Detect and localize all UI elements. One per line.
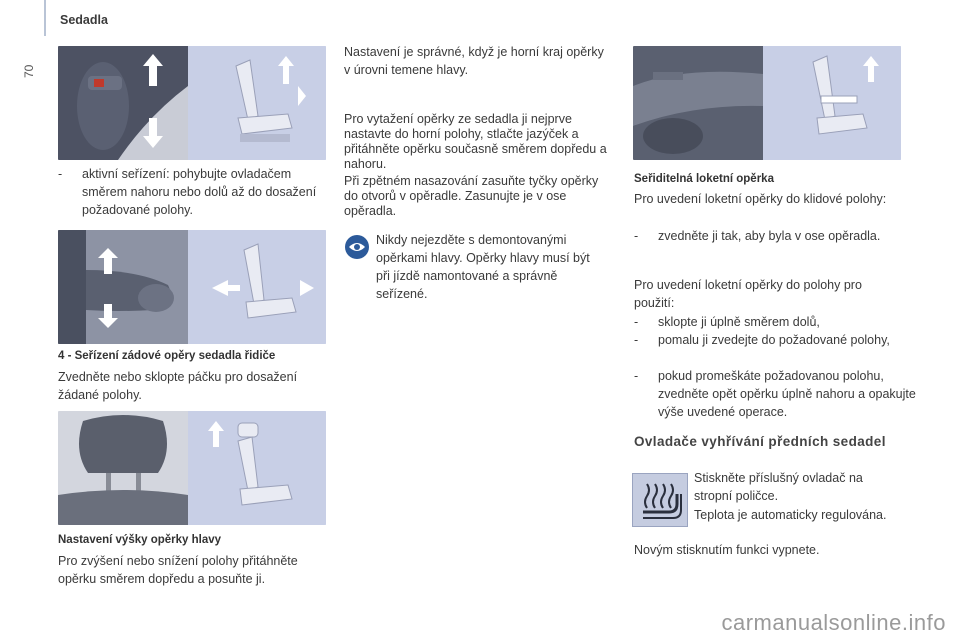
backrest-heading: 4 - Seřízení zádové opěry sedadla řidiče <box>58 350 276 362</box>
bullet-active-adjustment: - aktivní seřízení: pohybujte ovladačem směrem nahoru nebo dolů až do dosažení požadované polohy. <box>58 167 317 217</box>
headrest-warning-text: Nikdy nejezděte s demontovanými opěrkami hlavy. Opěrky hlavy musí být při jízdě namontované a správně seřízené. <box>376 233 590 301</box>
figure-headrest <box>58 411 326 525</box>
figure-backrest-lever <box>58 230 326 344</box>
headrest-photo <box>58 411 188 525</box>
armrest-use-bullet-1: - sklopte ji úplně směrem dolů, <box>634 315 820 329</box>
armrest-use-bullet-2: - pomalu ji zvedejte do požadované polohy, <box>634 333 890 347</box>
armrest-use-bullet-3: - pokud promeškáte požadovanou polohu, zvedněte opět opěrku úplně nahoru a opakujte výše uvedené operace. <box>634 369 916 419</box>
seat-heating-text-1: Stiskněte příslušný ovladač na stropní poličce. <box>694 471 863 503</box>
seat-heating-icon <box>632 473 688 527</box>
seat-heating-heading: Ovladače vyhřívání předních sedadel <box>634 434 886 449</box>
headrest-correct-position-text: Nastavení je správné, když je horní kraj opěrky v úrovni temene hlavy. <box>344 45 604 77</box>
eye-warning-icon <box>345 235 369 259</box>
seat-diagram <box>188 46 326 160</box>
headrest-heading: Nastavení výšky opěrky hlavy <box>58 534 222 546</box>
figure-armrest <box>633 46 901 160</box>
headrest-removal-text: Pro vytažení opěrky ze sedadla ji nejprve nastavte do horní polohy, stlačte jazýček a přitáhněte opěrku současně směrem dopředu a nahoru. <box>344 112 607 171</box>
armrest-diagram <box>763 46 901 160</box>
backrest-diagram <box>188 230 326 344</box>
section-title: Sedadla <box>60 13 108 27</box>
seat-heating-text-2: Teplota je automaticky regulována. <box>694 508 887 522</box>
headrest-text: Pro zvýšení nebo snížení polohy přitáhněte opěrku směrem dopředu a posuňte ji. <box>58 554 298 586</box>
page-number: 70 <box>22 64 36 78</box>
headrest-refit-text: Při zpětném nasazování zasuňte tyčky opěrky do otvorů v opěradle. Zasunujte je v ose opěradla. <box>344 174 599 218</box>
seat-heating-text-3: Novým stisknutím funkci vypnete. <box>634 543 820 557</box>
armrest-photo <box>633 46 763 160</box>
armrest-use-intro: Pro uvedení loketní opěrky do polohy pro použití: <box>634 278 862 310</box>
watermark: carmanualsonline.info <box>721 610 946 635</box>
backrest-text: Zvedněte nebo sklopte páčku pro dosažení žádané polohy. <box>58 370 298 402</box>
seat-control-photo <box>58 46 188 160</box>
headrest-diagram <box>188 411 326 525</box>
section-sidebar-marker <box>44 0 46 36</box>
armrest-rest-bullet: - zvedněte ji tak, aby byla v ose opěradla. <box>634 229 881 243</box>
armrest-rest-intro: Pro uvedení loketní opěrky do klidové polohy: <box>634 192 887 206</box>
backrest-lever-photo <box>58 230 188 344</box>
armrest-heading: Seřiditelná loketní opěrka <box>634 173 774 185</box>
figure-seat-height-control <box>58 46 326 160</box>
